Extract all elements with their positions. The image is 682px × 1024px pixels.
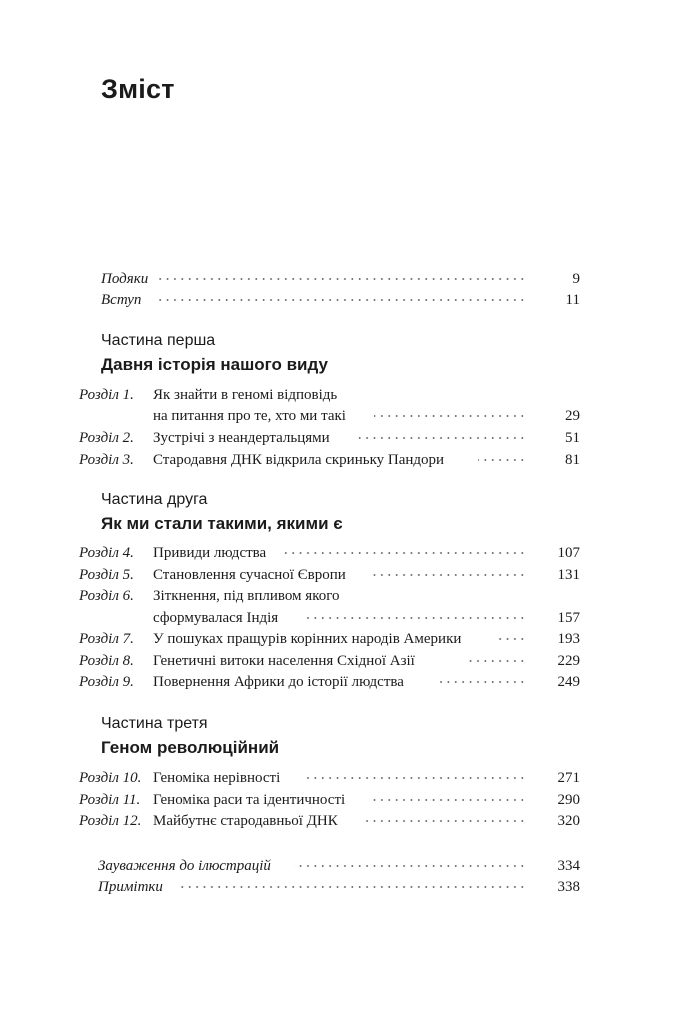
toc-chapter-6[interactable]	[0, 586, 682, 606]
toc-page-number: 157	[557, 610, 580, 626]
toc-entry-label: Вступ	[101, 292, 142, 308]
toc-page-number: 249	[557, 674, 580, 690]
part-label: Частина перша	[101, 332, 216, 349]
toc-chapter-4[interactable]	[0, 543, 682, 563]
chapter-title-line: Становлення сучасної Європи	[153, 567, 346, 583]
part-label: Частина третя	[101, 715, 208, 732]
dot-leader	[284, 552, 526, 554]
chapter-number: Розділ 1.	[79, 387, 134, 403]
chapter-title-line: Геноміка раси та ідентичності	[153, 792, 346, 808]
toc-page-number: 81	[565, 452, 580, 468]
toc-entry-notes[interactable]	[0, 877, 682, 897]
dot-leader	[362, 820, 526, 822]
toc-page-number: 271	[557, 770, 580, 786]
toc-chapter-6-line-2[interactable]	[0, 608, 682, 628]
chapter-number: Розділ 12.	[79, 813, 142, 829]
toc-chapter-11[interactable]	[0, 790, 682, 810]
chapter-title-line: Зіткнення, під впливом якого	[153, 588, 340, 604]
part-title[interactable]: Геном революційний	[101, 738, 280, 757]
dot-leader	[496, 638, 526, 640]
toc-chapter-7[interactable]	[0, 629, 682, 649]
chapter-number: Розділ 2.	[79, 430, 134, 446]
chapter-number: Розділ 4.	[79, 545, 134, 561]
toc-chapter-2[interactable]	[0, 428, 682, 448]
chapter-number: Розділ 6.	[79, 588, 134, 604]
dot-leader	[178, 886, 526, 888]
toc-chapter-5[interactable]	[0, 565, 682, 585]
dot-leader	[305, 617, 526, 619]
chapter-title-line: Геноміка нерівності	[153, 770, 281, 786]
toc-chapter-1[interactable]	[0, 385, 682, 405]
chapter-title-line: Привиди людства	[153, 545, 267, 561]
toc-page-number: 229	[557, 653, 580, 669]
chapter-number: Розділ 8.	[79, 653, 134, 669]
toc-entry-label: Зауваження до ілюстрацій	[98, 858, 271, 874]
chapter-number: Розділ 11.	[79, 792, 141, 808]
part-label: Частина друга	[101, 491, 208, 508]
dot-leader	[374, 415, 526, 417]
toc-page-number: 290	[557, 792, 580, 808]
toc-page-number: 320	[557, 813, 580, 829]
toc-page-number: 338	[557, 879, 580, 895]
toc-entry-label: Подяки	[101, 271, 149, 287]
dot-leader	[158, 278, 526, 280]
toc-entry-acknowledgements[interactable]	[0, 269, 682, 289]
dot-leader	[372, 574, 526, 576]
toc-entry-label: Примітки	[98, 879, 163, 895]
chapter-number: Розділ 3.	[79, 452, 134, 468]
toc-chapter-3[interactable]	[0, 450, 682, 470]
chapter-title-line: на питання про те, хто ми такі	[153, 408, 346, 424]
page-title: Зміст	[101, 74, 175, 104]
toc-page-number: 334	[557, 858, 580, 874]
chapter-title-line: Повернення Африки до історії людства	[153, 674, 404, 690]
chapter-number: Розділ 10.	[79, 770, 142, 786]
toc-page-number: 51	[565, 430, 580, 446]
toc-chapter-1-line-2[interactable]	[0, 406, 682, 426]
chapter-title-line: Майбутнє стародавньої ДНК	[153, 813, 338, 829]
chapter-title-line: Як знайти в геномі відповідь	[153, 387, 338, 403]
toc-page-number: 9	[572, 271, 580, 287]
toc-chapter-8[interactable]	[0, 651, 682, 671]
chapter-number: Розділ 5.	[79, 567, 134, 583]
toc-chapter-10[interactable]	[0, 768, 682, 788]
chapter-title-line: Стародавня ДНК відкрила скриньку Пандори	[153, 452, 445, 468]
part-title[interactable]: Як ми стали такими, якими є	[101, 514, 343, 533]
toc-page-number: 107	[557, 545, 580, 561]
dot-leader	[436, 681, 526, 683]
chapter-number: Розділ 7.	[79, 631, 134, 647]
dot-leader	[469, 660, 526, 662]
dot-leader	[154, 299, 526, 301]
dot-leader	[370, 799, 526, 801]
toc-entry-introduction[interactable]	[0, 290, 682, 310]
dot-leader	[302, 777, 526, 779]
toc-chapter-9[interactable]	[0, 672, 682, 692]
chapter-title-line: Зустрічі з неандертальцями	[153, 430, 330, 446]
part-title[interactable]: Давня історія нашого виду	[101, 355, 328, 374]
toc-page-number: 131	[557, 567, 580, 583]
toc-page-number: 193	[557, 631, 580, 647]
dot-leader	[478, 459, 526, 461]
chapter-title-line: У пошуках пращурів корінних народів Америки	[153, 631, 462, 647]
chapter-title-line: сформувалася Індія	[153, 610, 279, 626]
toc-page-number: 29	[565, 408, 580, 424]
toc-chapter-12[interactable]	[0, 811, 682, 831]
chapter-number: Розділ 9.	[79, 674, 134, 690]
toc-page-number: 11	[565, 292, 580, 308]
chapter-title-line: Генетичні витоки населення Східної Азії	[153, 653, 415, 669]
dot-leader	[294, 865, 526, 867]
toc-entry-illustration-notes[interactable]	[0, 856, 682, 876]
dot-leader	[356, 437, 526, 439]
